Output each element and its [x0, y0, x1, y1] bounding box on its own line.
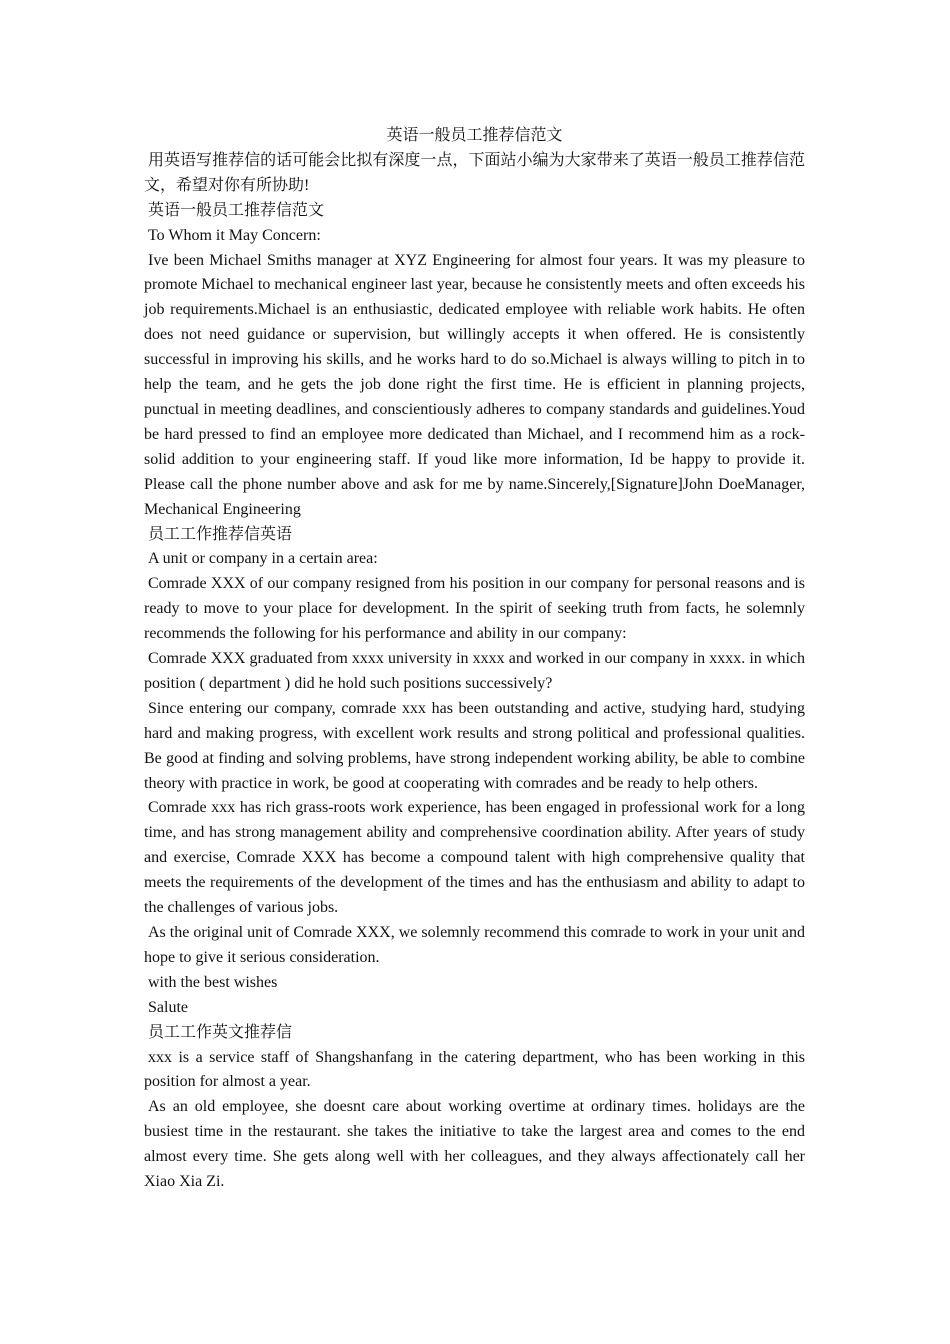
document-title: 英语一般员工推荐信范文 [386, 127, 563, 144]
section2-paragraph: As the original unit of Comrade XXX, we solemnly recommend this comrade to work in your unit and hope to give it serious consideration. [144, 924, 805, 966]
section3-paragraph: xxx is a service staff of Shangshanfang in the catering department, who has been working in this position for almost a year. [144, 1048, 805, 1091]
section3-heading: 员工工作英文推荐信 [148, 1023, 293, 1041]
section2-paragraph: Comrade xxx has rich grass-roots work experience, has been engaged in professional work for a long time, and has strong management ability and comprehensive coordination ability. After years of study and exercise, Comrade XXX has become a compound talent with high comprehensive quality that meets the requirements of the development of the times and has the enthusiasm and ability to adapt to the challenges of various jobs. [144, 799, 805, 917]
document-page [144, 124, 805, 1195]
section2-paragraph: Comrade XXX of our company resigned from his position in our company for personal reasons and is ready to move to your place for development. In the spirit of seeking truth from facts, he solemnly recommends the following for his performance and ability in our company: [144, 575, 805, 643]
section2-heading: 员工工作推荐信英语 [148, 525, 293, 543]
section1-salutation: To Whom it May Concern: [148, 226, 321, 244]
section2-paragraph: Since entering our company, comrade xxx has been outstanding and active, studying hard, studying hard and making progress, with excellent work results and strong political and professional qualities. Be good at finding and solving problems, have strong independent working ability, be able to combine theory with practice in work, be good at cooperating with comrades and be ready to help others. [144, 699, 805, 792]
section1-heading: 英语一般员工推荐信范文 [148, 201, 325, 219]
section1-body: Ive been Michael Smiths manager at XYZ Engineering for almost four years. It was my pleasure to promote Michael to mechanical engineer last year, because he consistently meets and often exceeds his job requirements.Michael is an enthusiastic, dedicated employee with reliable work habits. He often does not need guidance or supervision, but willingly accepts it when offered. He is consistently successful in improving his skills, and he works hard to do so.Michael is always willing to pitch in to help the team, and he gets the job done right the first time. He is efficient in planning projects, punctual in meeting deadlines, and conscientiously adheres to company standards and guidelines.Youd be hard pressed to find an employee more dedicated than Michael, and I recommend him as a rock-solid addition to your engineering staff. If youd like more information, Id be happy to provide it. Please call the phone number above and ask for me by name.Sincerely,[Signature]John DoeManager, Mechanical Engineering [144, 251, 805, 518]
section2-closing: with the best wishes [148, 973, 278, 991]
section2-paragraph: Comrade XXX graduated from xxxx university in xxxx and worked in our company in xxxx. in which position ( department ) did he hold such positions successively? [144, 650, 805, 692]
section3-paragraph: As an old employee, she doesnt care about working overtime at ordinary times. holidays are the busiest time in the restaurant. she takes the initiative to take the largest area and comes to the end almost every time. She gets along well with her colleagues, and they always affectionately call her Xiao Xia Zi. [144, 1098, 805, 1191]
section2-salutation: A unit or company in a certain area: [148, 550, 378, 568]
intro-paragraph: 用英语写推荐信的话可能会比拟有深度一点，下面站小编为大家带来了英语一般员工推荐信范文，希望对你有所协助! [144, 151, 805, 194]
section2-closing: Salute [148, 998, 188, 1016]
